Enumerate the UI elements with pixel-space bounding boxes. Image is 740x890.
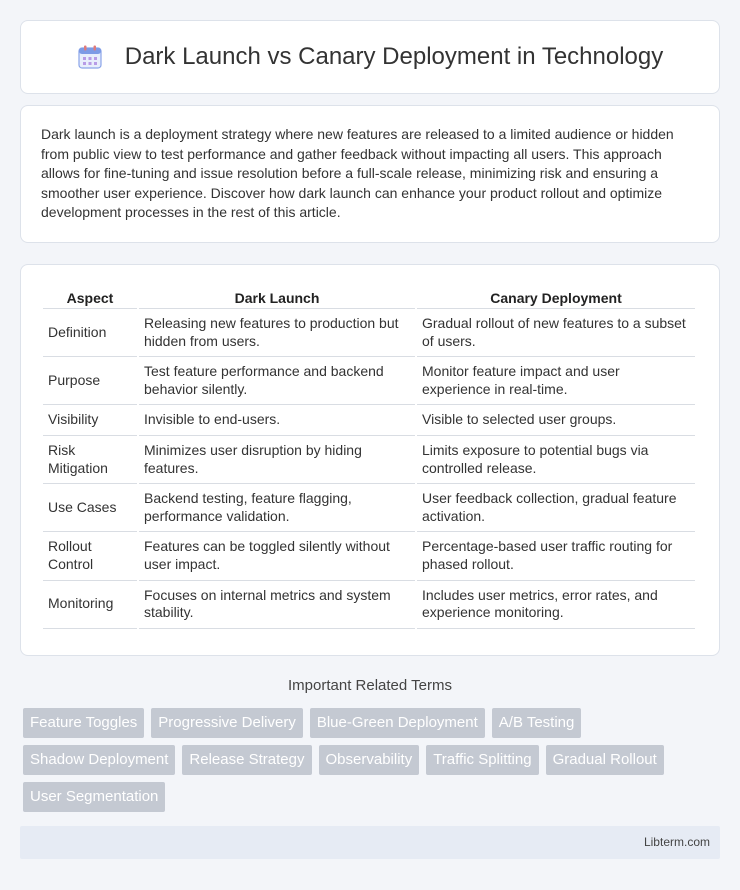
table-row <box>43 309 695 357</box>
cell-dark-launch: Invisible to end-users. <box>139 405 415 436</box>
intro-card <box>20 105 720 243</box>
cell-dark-launch: Features can be toggled silently without user impact. <box>139 532 415 580</box>
table-row <box>43 436 695 484</box>
cell-canary: User feedback collection, gradual feature activation. <box>417 484 695 532</box>
table-row <box>43 484 695 532</box>
table-row <box>43 532 695 580</box>
cell-canary: Percentage-based user traffic routing for phased rollout. <box>417 532 695 580</box>
related-term-tag[interactable]: A/B Testing <box>492 708 582 738</box>
cell-dark-launch: Test feature performance and backend behavior silently. <box>139 357 415 405</box>
cell-dark-launch: Backend testing, feature flagging, performance validation. <box>139 484 415 532</box>
cell-dark-launch: Focuses on internal metrics and system stability. <box>139 581 415 629</box>
page-title: Dark Launch vs Canary Deployment in Technology <box>124 43 664 70</box>
header-aspect: Aspect <box>43 287 137 309</box>
cell-aspect: Use Cases <box>43 484 137 532</box>
cell-aspect: Monitoring <box>43 581 137 629</box>
related-term-tag[interactable]: Feature Toggles <box>23 708 144 738</box>
cell-aspect: Purpose <box>43 357 137 405</box>
related-term-tag[interactable]: User Segmentation <box>23 782 165 812</box>
cell-aspect: Definition <box>43 309 137 357</box>
cell-aspect: Risk Mitigation <box>43 436 137 484</box>
intro-text: Dark launch is a deployment strategy where new features are released to a limited audience or hidden from public view to test performance and gather feedback without impacting all users. This approach allows for fine-tuning and issue resolution before a full-scale release, minimizing risk and ensuring a smoother user experience. Discover how dark launch can enhance your product rollout and optimize development processes in the rest of this article. <box>41 126 674 221</box>
header-canary: Canary Deployment <box>417 287 695 309</box>
cell-canary: Gradual rollout of new features to a subset of users. <box>417 309 695 357</box>
comparison-table <box>41 287 697 629</box>
footer <box>20 826 720 859</box>
cell-dark-launch: Releasing new features to production but hidden from users. <box>139 309 415 357</box>
cell-dark-launch: Minimizes user disruption by hiding features. <box>139 436 415 484</box>
related-term-tag[interactable]: Observability <box>319 745 420 775</box>
related-term-tag[interactable]: Release Strategy <box>182 745 311 775</box>
calendar-icon <box>77 44 103 70</box>
footer-site-link[interactable]: Libterm.com <box>643 835 710 849</box>
related-term-tag[interactable]: Gradual Rollout <box>546 745 664 775</box>
related-terms-list <box>23 708 723 819</box>
related-term-tag[interactable]: Shadow Deployment <box>23 745 175 775</box>
cell-aspect: Rollout Control <box>43 532 137 580</box>
table-row <box>43 581 695 629</box>
related-term-tag[interactable]: Progressive Delivery <box>151 708 303 738</box>
table-row <box>43 405 695 436</box>
table-header-row <box>43 287 695 309</box>
cell-canary: Visible to selected user groups. <box>417 405 695 436</box>
cell-canary: Monitor feature impact and user experience in real-time. <box>417 357 695 405</box>
header-card <box>20 20 720 94</box>
cell-aspect: Visibility <box>43 405 137 436</box>
comparison-card <box>20 264 720 656</box>
cell-canary: Includes user metrics, error rates, and experience monitoring. <box>417 581 695 629</box>
cell-canary: Limits exposure to potential bugs via controlled release. <box>417 436 695 484</box>
related-term-tag[interactable]: Blue-Green Deployment <box>310 708 485 738</box>
related-terms-title: Important Related Terms <box>288 677 452 694</box>
table-row <box>43 357 695 405</box>
header-dark-launch: Dark Launch <box>139 287 415 309</box>
related-term-tag[interactable]: Traffic Splitting <box>426 745 538 775</box>
